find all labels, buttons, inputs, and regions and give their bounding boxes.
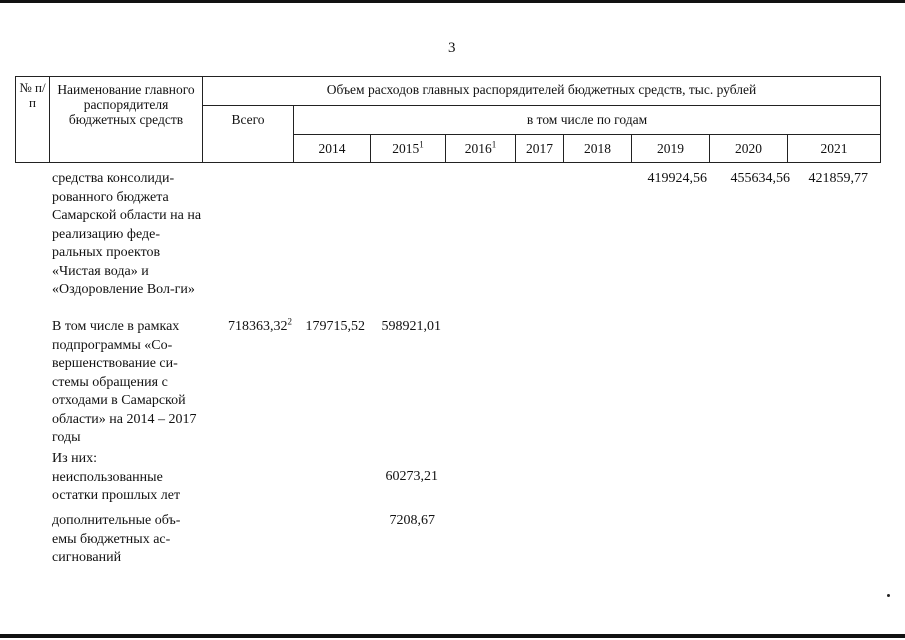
row-2-total: 718363,32$^2$: [228, 316, 292, 334]
header-volume-label: Объем расходов главных распорядителей бюджетных средств, тыс. рублей: [326, 82, 757, 97]
header-year-2018: 2018: [584, 141, 611, 156]
header-year-2014: 2014: [318, 141, 346, 156]
row-2-2015: 598921,01: [381, 319, 441, 334]
row-2-2014: 179715,52: [305, 319, 365, 334]
header-year-2019: 2019: [657, 141, 684, 156]
row-4-2015: 7208,67: [389, 513, 435, 528]
row-1-2021: 421859,77: [808, 171, 868, 186]
row-2-name: В том числе в рамках подпрограммы «Со-вершенствование си-стемы обращения с отходами в Самарской области» на 2014 – 2017 годы: [52, 319, 197, 445]
row-3-2015: 60273,21: [385, 469, 438, 484]
header-year-2016: 2016$^1$: [464, 139, 497, 156]
header-total-label: Всего: [231, 112, 265, 127]
row-1-name: средства консолиди-рованного бюджета Самарской области на на реализацию феде-ральных проектов «Чистая вода» и «Оздоровление Вол-ги»: [52, 171, 202, 297]
header-year-2021: 2021: [820, 141, 848, 156]
header-year-2020: 2020: [735, 141, 762, 156]
row-1-2020: 455634,56: [730, 171, 790, 186]
header-by-years-label: в том числе по годам: [526, 112, 648, 127]
page-number: 3: [448, 40, 456, 56]
scan-top-border: [0, 0, 905, 3]
row-1-2019: 419924,56: [647, 171, 707, 186]
row-4-name: дополнительные объ-емы бюджетных ас-сигнований: [52, 513, 181, 565]
budget-table-header: [15, 76, 881, 163]
scan-speck: [887, 594, 890, 597]
scan-bottom-border: [0, 634, 905, 638]
header-year-2015: 2015$^1$: [392, 139, 424, 156]
row-3-name: Из них: неиспользованные остатки прошлых лет: [52, 451, 181, 503]
header-num-label: № п/п: [19, 80, 46, 110]
header-name-label: Наименование главного распорядителя бюджетных средств: [57, 82, 195, 127]
header-year-2017: 2017: [526, 141, 553, 156]
